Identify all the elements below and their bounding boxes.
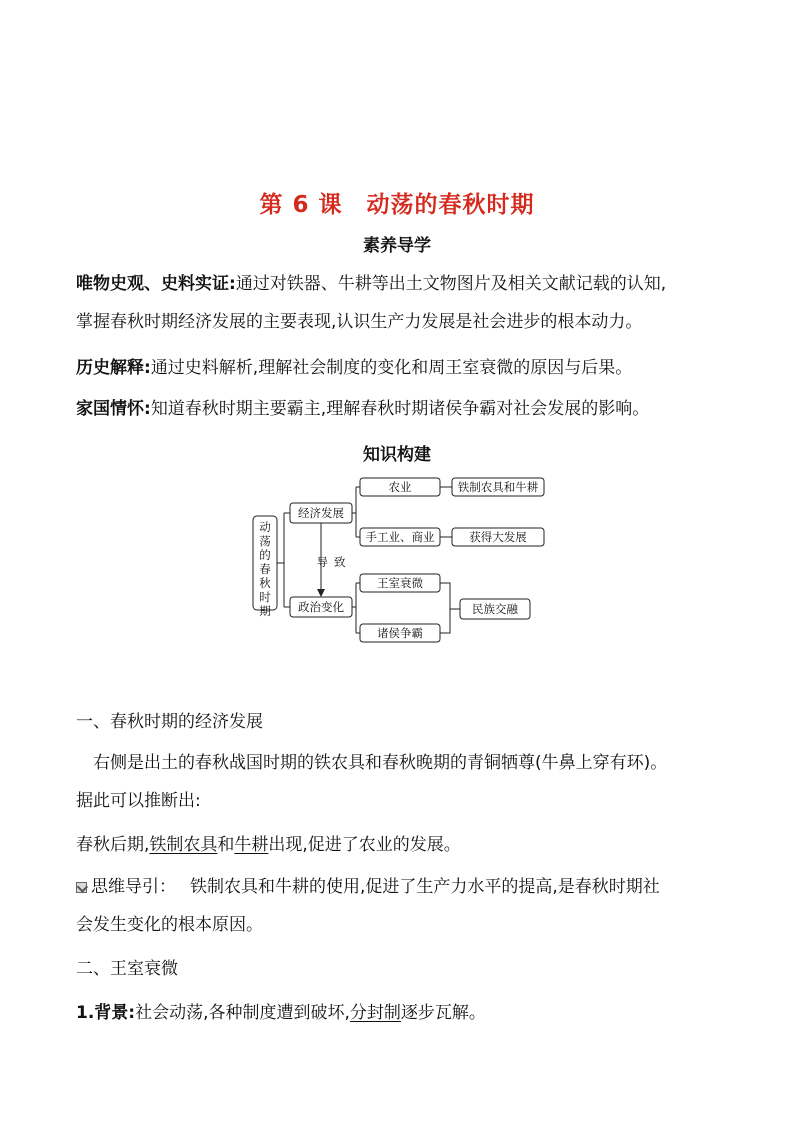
answer-blank: 牛耕 bbox=[234, 835, 269, 855]
literacy-text: 知道春秋时期主要霸主,理解春秋时期诸侯争霸对社会发展的影响。 bbox=[150, 399, 650, 419]
item-text: 社会动荡,各种制度遭到破坏, bbox=[135, 1003, 350, 1023]
royal-decline-label: 王室衰微 bbox=[377, 576, 423, 590]
link-label: 导致 bbox=[316, 555, 352, 569]
guide-icon bbox=[76, 882, 87, 893]
agriculture-label: 农业 bbox=[388, 480, 412, 494]
root-char: 时 bbox=[259, 590, 271, 604]
part2-item-1 bbox=[76, 994, 726, 1032]
guide-text: 铁制农具和牛耕的使用,促进了生产力水平的提高,是春秋时期社 bbox=[190, 877, 660, 897]
part1-heading: 一、春秋时期的经济发展 bbox=[76, 712, 263, 732]
guide-text: 会发生变化的根本原因。 bbox=[76, 915, 263, 935]
root-char: 期 bbox=[259, 604, 271, 618]
agriculture-result-label: 铁制农具和牛耕 bbox=[457, 480, 539, 494]
intro-line: 右侧是出土的春秋战国时期的铁农具和春秋晚期的青铜牺尊(牛鼻上穿有环)。 bbox=[93, 753, 668, 773]
connector-fusion bbox=[440, 583, 460, 633]
answer-blank: 铁制农具 bbox=[149, 835, 218, 855]
framework-heading: 知识构建 bbox=[363, 445, 431, 465]
handicraft-label: 手工业、商业 bbox=[365, 530, 435, 544]
literacy-text-cont: 掌握春秋时期经济发展的主要表现,认识生产力发展是社会进步的根本动力。 bbox=[76, 312, 643, 332]
part2-heading: 二、王室衰微 bbox=[76, 959, 178, 979]
root-char: 的 bbox=[259, 548, 271, 562]
literacy-label: 家国情怀: bbox=[76, 399, 151, 419]
connector-economy bbox=[352, 487, 360, 537]
conclusion-text: 春秋后期, bbox=[76, 835, 150, 855]
literacy-text: 通过对铁器、牛耕等出土文物图片及相关文献记载的认知, bbox=[235, 274, 667, 294]
root-char: 春 bbox=[259, 562, 271, 576]
lesson-title: 第 6 课 动荡的春秋时期 bbox=[259, 192, 535, 218]
literacy-heading: 素养导学 bbox=[363, 236, 431, 256]
connector-root bbox=[277, 513, 290, 607]
intro-line: 据此可以推断出: bbox=[76, 791, 201, 811]
part1-intro bbox=[76, 744, 736, 820]
guide-label: 思维导引： bbox=[91, 877, 176, 897]
root-char: 秋 bbox=[259, 576, 271, 590]
root-char: 荡 bbox=[259, 534, 271, 548]
root-label bbox=[259, 520, 271, 618]
item-label: 1.背景: bbox=[76, 1003, 136, 1023]
answer-blank: 分封制 bbox=[349, 1003, 401, 1023]
conclusion-text: 出现,促进了农业的发展。 bbox=[268, 835, 461, 855]
connector-politics bbox=[352, 583, 360, 633]
connector-results bbox=[440, 487, 452, 537]
literacy-text: 通过史料解析,理解社会制度的变化和周王室衰微的原因与后果。 bbox=[150, 358, 633, 378]
fusion-label: 民族交融 bbox=[472, 602, 518, 616]
hegemony-label: 诸侯争霸 bbox=[377, 626, 423, 640]
conclusion-text: 和 bbox=[217, 835, 235, 855]
arrow-head bbox=[317, 589, 325, 597]
thinking-guide bbox=[76, 868, 736, 944]
economy-label: 经济发展 bbox=[298, 506, 344, 520]
part1-conclusion bbox=[76, 826, 726, 864]
literacy-label: 唯物史观、史料实证: bbox=[76, 274, 236, 294]
item-text: 逐步瓦解。 bbox=[400, 1003, 486, 1023]
politics-label: 政治变化 bbox=[298, 600, 344, 614]
root-char: 动 bbox=[259, 520, 271, 534]
literacy-label: 历史解释: bbox=[76, 358, 151, 378]
handicraft-result-label: 获得大发展 bbox=[469, 530, 527, 544]
